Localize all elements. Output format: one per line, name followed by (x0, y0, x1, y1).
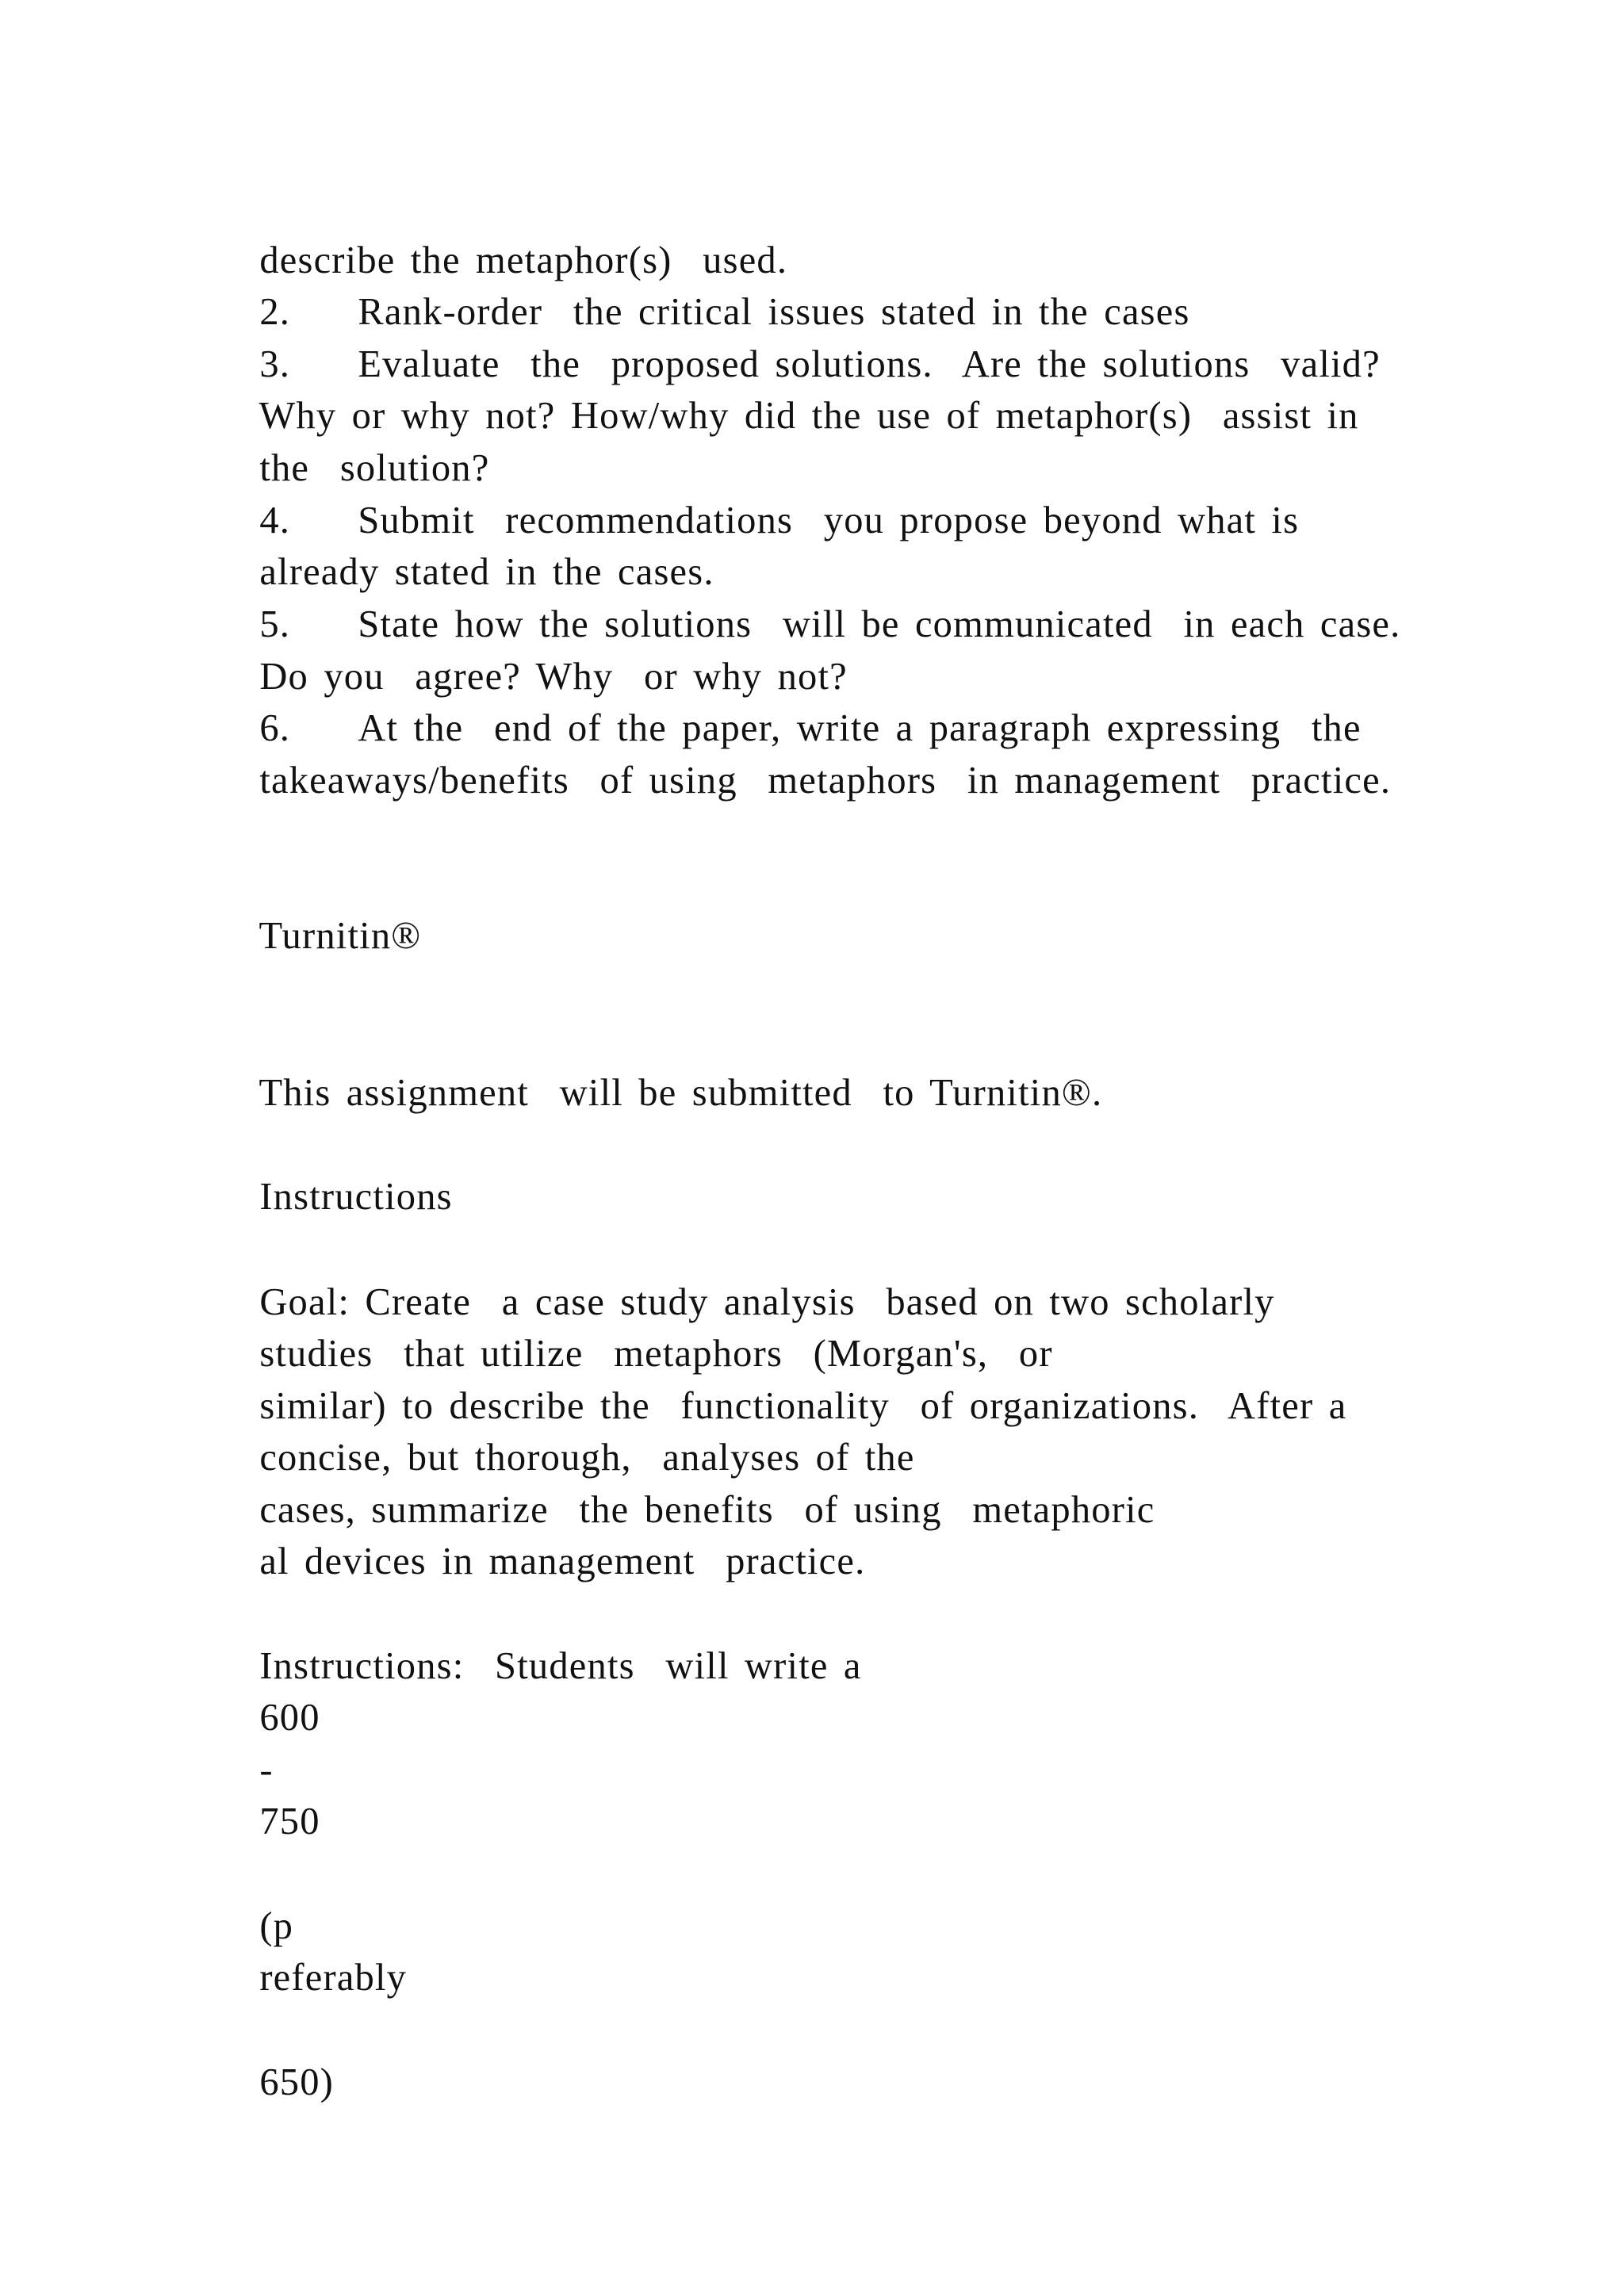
item-number: 6. (259, 706, 291, 749)
turnitin-note (198, 1035, 1102, 1151)
line-text: the solution? (259, 446, 490, 489)
heading-text: Instructions (259, 1175, 453, 1218)
item-number: 2. (259, 290, 291, 333)
line-text: Goal: Create a case study analysis based on two scholarly (259, 1280, 1275, 1323)
line-text: 600 (259, 1696, 320, 1739)
text-line (198, 723, 1391, 839)
item-text: Submit recommendations you propose beyond what is (358, 499, 1300, 541)
instructions-line (198, 1764, 320, 1880)
line-text: studies that utilize metaphors (Morgan's, or (259, 1332, 1053, 1375)
item-text: Rank-order the critical issues stated in the cases (358, 290, 1190, 333)
item-number: 3. (259, 342, 291, 385)
instructions-line (198, 1920, 407, 2036)
note-text: This assignment will be submitted to Turnitin®. (259, 1071, 1103, 1114)
line-text: takeaways/benefits of using metaphors in management practice. (259, 759, 1392, 802)
line-text: concise, but thorough, analyses of the (259, 1436, 915, 1479)
line-text: cases, summarize the benefits of using metaphoric (259, 1488, 1155, 1531)
line-text: already stated in the cases. (259, 550, 714, 593)
line-text: Do you agree? Why or why not? (259, 655, 848, 698)
item-number: 5. (259, 603, 291, 645)
item-text: At the end of the paper, write a paragraph expressing the (358, 706, 1362, 749)
heading-text: Turnitin® (259, 914, 422, 957)
turnitin-heading (198, 878, 421, 994)
line-text: Why or why not? How/why did the use of metaphor(s) assist in (259, 394, 1359, 437)
line-text: - (259, 1748, 274, 1791)
line-text: 750 (259, 1800, 320, 1843)
instructions-heading (198, 1139, 453, 1255)
line-text: (p (259, 1904, 294, 1947)
line-text: referably (259, 1956, 408, 1999)
goal-line (198, 1504, 865, 1620)
line-text: describe the metaphor(s) used. (259, 239, 788, 281)
line-text: similar) to describe the functionality of organizations. After a (259, 1384, 1347, 1427)
item-text: State how the solutions will be communicated in each case. (358, 603, 1401, 645)
item-text: Evaluate the proposed solutions. Are the solutions valid? (358, 342, 1381, 385)
line-text: Instructions: Students will write a (259, 1644, 862, 1687)
line-text: al devices in management practice. (259, 1540, 866, 1582)
item-number: 4. (259, 499, 291, 541)
instructions-line (198, 2025, 334, 2141)
line-text: 650) (259, 2061, 335, 2103)
